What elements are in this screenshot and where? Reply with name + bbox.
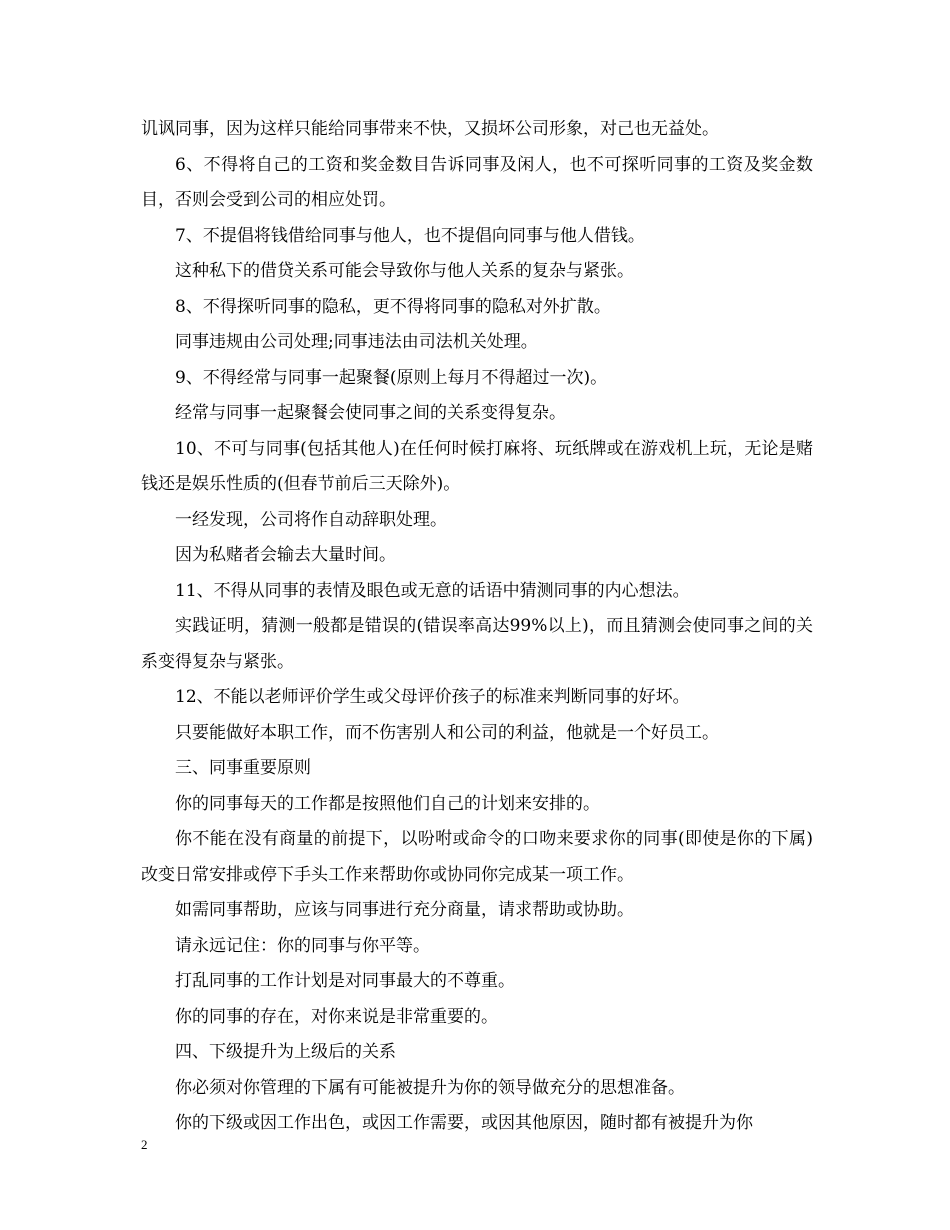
paragraph: 讥讽同事，因为这样只能给同事带来不快，又损坏公司形象，对己也无益处。 — [141, 119, 719, 139]
paragraph: 因为私赌者会输去大量时间。 — [175, 545, 396, 565]
paragraph: 你的同事的存在，对你来说是非常重要的。 — [175, 1006, 498, 1027]
paragraph: 你必须对你管理的下属有可能被提升为你的领导做充分的思想准备。 — [175, 1077, 685, 1098]
paragraph: 只要能做好本职工作，而不伤害别人和公司的利益，他就是一个好员工。 — [175, 722, 719, 743]
paragraph: 9、不得经常与同事一起聚餐(原则上每月不得超过一次)。 — [175, 367, 608, 388]
paragraph: 这种私下的借贷关系可能会导致你与他人关系的复杂与紧张。 — [175, 261, 634, 281]
paragraph: 如需同事帮助，应该与同事进行充分商量，请求帮助或协助。 — [175, 900, 634, 920]
paragraph: 12、不能以老师评价学生或父母评价孩子的标准来判断同事的好坏。 — [175, 687, 690, 707]
page-number: 2 — [141, 1137, 148, 1152]
paragraph: 11、不得从同事的表情及眼色或无意的话语中猜测同事的内心想法。 — [175, 580, 690, 601]
paragraph: 10、不可与同事(包括其他人)在任何时候打麻将、玩纸牌或在游戏机上玩，无论是赌钱还是娱乐性质的(但春节前后三天除外)。 — [141, 438, 813, 494]
paragraph: 你的下级或因工作出色，或因工作需要，或因其他原因，随时都有被提升为你 — [175, 1113, 753, 1133]
paragraph: 经常与同事一起聚餐会使同事之间的关系变得复杂。 — [175, 403, 566, 423]
paragraph: 你不能在没有商量的前提下，以吩咐或命令的口吻来要求你的同事(即使是你的下属)改变日常安排或停下手头工作来帮助你或协同你完成某一项工作。 — [141, 829, 813, 885]
paragraph: 请永远记住：你的同事与你平等。 — [175, 935, 430, 956]
paragraph: 7、不提倡将钱借给同事与他人，也不提倡向同事与他人借钱。 — [175, 225, 645, 246]
paragraph: 实践证明，猜测一般都是错误的(错误率高达99%以上)，而且猜测会使同事之间的关系变得复杂与紧张。 — [141, 616, 813, 672]
paragraph: 8、不得探听同事的隐私，更不得将同事的隐私对外扩散。 — [175, 296, 611, 317]
paragraph: 三、同事重要原则 — [175, 758, 311, 778]
paragraph: 同事违规由公司处理;同事违法由司法机关处理。 — [175, 332, 538, 352]
paragraph: 打乱同事的工作计划是对同事最大的不尊重。 — [175, 971, 515, 991]
paragraph: 6、不得将自己的工资和奖金数目告诉同事及闲人，也不可探听同事的工资及奖金数目，否则会受到公司的相应处罚。 — [141, 154, 813, 210]
paragraph: 你的同事每天的工作都是按照他们自己的计划来安排的。 — [175, 793, 600, 814]
paragraph: 一经发现，公司将作自动辞职处理。 — [175, 509, 447, 530]
paragraph: 四、下级提升为上级后的关系 — [175, 1042, 396, 1062]
document-body — [141, 112, 813, 1142]
